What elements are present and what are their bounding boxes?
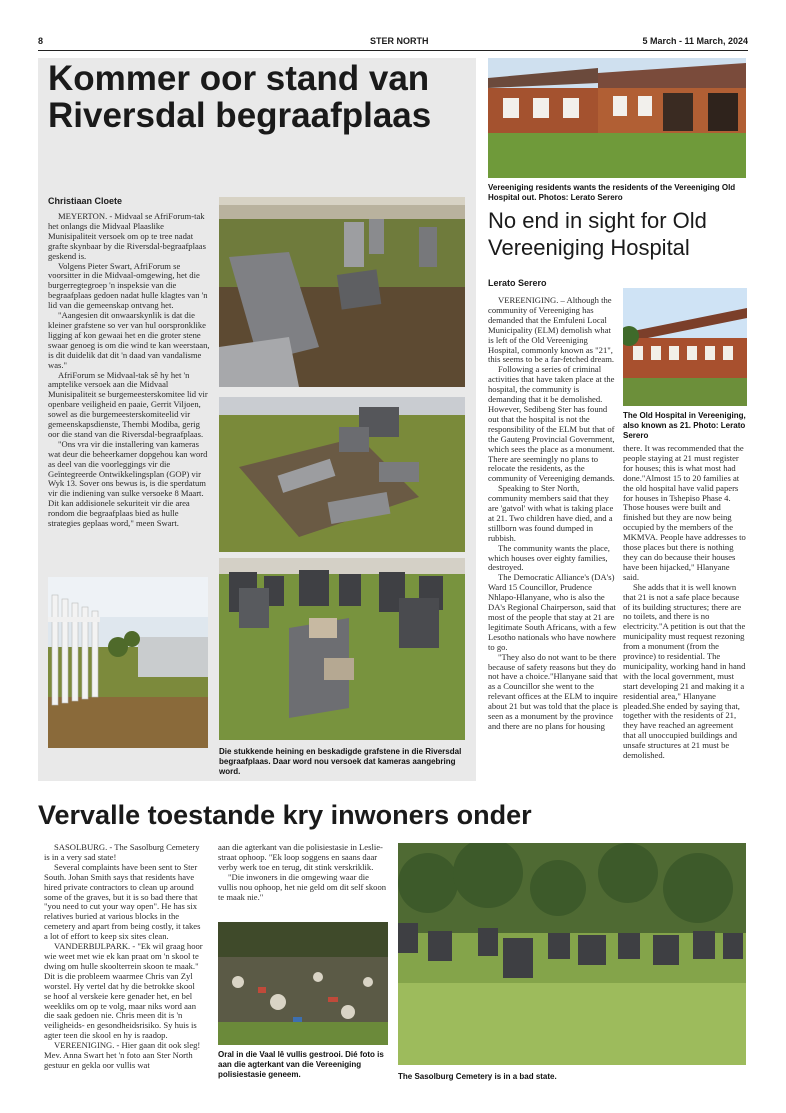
sasolburg-paragraph: "Die inwoners in die omgewing waar die vullis nou ophoop, het nie geld om dit self skoon te maak nie." [218,871,387,902]
sasolburg-paragraph: VEREENIGING. - Hier gaan dit ook sleg! Mev. Anna Swart het 'n foto aan Ster North gestuur en gekla oor vullis wat [44,1040,201,1070]
hospital-paragraph: there. It was recommended that the people staying at 21 must register for houses; this is what most had done."Almost 15 to 20 families at the old hospital have valid papers for houses in Tshepiso Phase 4. Those houses were built and finished but they are now being occupied by the members of the MKMVA. People have addresses to those places but there is nothing they can do because their houses have been hijacked," Hlanyane said. [623,444,746,582]
hospital-paragraph: VEREENIGING. – Although the community of Vereeniging has demanded that the Emfuleni Local Municipality (ELM) demolish what is left of the Old Vereeniging Hospital, commonly known as "21", this seems to be a far-fetched dream. [488,296,615,365]
riversdal-headline: Kommer oor stand van Riversdal begraafplaas [48,59,432,135]
riversdal-paragraph: Volgens Pieter Swart, AfriForum se voorsitter in die Midvaal-omgewing, het die burgerregtegroep 'n inspeksie van die begraafplaas gedoen nadat hulle klagtes van 'n lid van die gemeenskap ontvang het. [48,260,208,311]
hospital-photo-main [488,58,746,178]
riversdal-paragraph: "Aangesien dit onwaarskynlik is dat die kleiner grafstene so ver van hul oorspronklike ligging af kon gewaai het en die groter stene swaar genoeg is om die wind te kan weerstaan, is dit duidelik dat dit 'n daad van vandalisme was." [48,310,210,370]
hospital-paragraph: Speaking to Ster North, community members said that they are 'gatvol' with what is taking place at 21. Two children have died, and a stillborn was found dumped in rubbish. [488,483,614,543]
header-rule [38,50,748,51]
publication-name: STER NORTH [370,36,429,46]
sasolburg-body-col2 [218,843,390,915]
sasolburg-paragraph: VANDERBIJLPARK. - "Ek wil graag hoor wie weet met wie ek kan praat om 'n skool te dwing om hulle skoolterrein skoon te maak." Dit is die probleem waarmee Chris van Zyl worstel. Hy vertel dat hy die betrokke skool se hoof al verskeie kere genader het, en bel weekliks om op te volg, maar niks word aan die saak gedoen nie. Chris meen dit is 'n veiligheids- en gesondheidsrisiko. Sy huis is agter teen die skool en hy is raadop. [44,941,203,1041]
sasolburg-paragraph: Several complaints have been sent to Ster South. Johan Smith says that residents have hired private contractors to clean up around some of the graves, but it is so bad there that "you need to cut your way open". He has six relatives buried at various blocks in the cemetery and apart from being costly, it takes a lot of effort to keep six sites clean. [44,861,201,942]
rubbish-caption: Oral in die Vaal lê vullis gestrooi. Dié foto is aan die agterkant van die Vereeniging polisiestasie geneem. [218,1050,384,1079]
hospital-inset-caption: The Old Hospital in Vereeniging, also known as 21. Photo: Lerato Serero [623,411,746,440]
hospital-top-caption: Vereeniging residents wants the residents of the Vereeniging Old Hospital out. Photos: Lerato Serero [488,183,736,202]
riversdal-body [48,212,212,577]
hospital-paragraph: "They also do not want to be there because of safety reasons but they do not have a choice."Hlanyane said that as a Councillor she went to the relevant offices at the ELM to inquire about 21 but was told that the place is seen as a monument by the province and there are no plans for housing [488,651,618,731]
sasolburg-headline: Vervalle toestande kry inwoners onder [38,800,532,830]
sasolburg-body-col1 [44,843,204,1083]
hospital-paragraph: The community wants the place, which houses over eighty families, destroyed. [488,542,610,573]
sasolburg-paragraph: aan die agterkant van die polisiestasie in Lesliestraat ophoop. "Ek loop soggens en saans daar verby werk toe en terug, dit stink verskriklik. [218,843,383,872]
riversdal-paragraph: AfriForum se Midvaal-tak sê hy het 'n amptelike versoek aan die Midvaal Munisipaliteit se burgemeesterskomitee lid vir openbare veiligheid en paaie, Gerrit Viljoen, sowel as die burgemeesterskomiteelid vir gemeenskapsdienste, Thembi Modiba, gerig oor die stand van die Riversdal-begraafplaas. [48,369,208,439]
hospital-photo-inset [623,288,747,406]
page-number: 8 [38,36,44,46]
hospital-paragraph: She adds that it is well known that 21 is not a safe place because of its building structures; there are no toilets, and there is no electricity."A petition is out that the municipality must request rezoning from a monument (from the province) to residential. The municipality, working hand in hand with the local government, must start developing 21 and making it a residential area," Hlanyane pleaded.She ended by saying that, together with the residents of 21, they have reached an agreement that all unoccupied buildings and unsafe structures at 21 must be demolished. [623,581,746,761]
rubbish-photo [218,922,388,1045]
sasolburg-paragraph: SASOLBURG. - The Sasolburg Cemetery is in a very sad state! [44,843,200,862]
riversdal-caption: Die stukkende heining en beskadigde grafstene in die Riversdal begraafplaas. Daar word nou versoek dat kameras aangebring word. [219,747,462,776]
issue-date: 5 March - 11 March, 2024 [642,36,748,46]
hospital-body-col1 [488,296,618,792]
hospital-paragraph: Following a series of criminal activities that have taken place at the hospital, the community is demanding that it be demolished. However, Sedibeng Ster has found out that the hospital is not the responsibility of the ELM but that of the Gauteng Provincial Government, which sees the place as a monument. There are seemingly no plans to relocate the residents, as the community of Vereeniging demands. [488,364,615,484]
fence-photo [48,577,208,748]
riversdal-byline: Christiaan Cloete [48,196,123,206]
gravestones-photo-3 [219,558,465,740]
hospital-byline: Lerato Serero [488,278,547,288]
hospital-body-col2 [623,444,747,792]
riversdal-paragraph: MEYERTON. - Midvaal se AfriForum-tak het onlangs die Midvaal Plaaslike Munisipaliteit versoek om op te tree nadat grafte skynbaar by die Riversdal-begraafplaas geskend is. [48,212,206,261]
sasolburg-cemetery-photo [398,843,746,1065]
gravestones-photo-2 [219,397,465,552]
cemetery-caption: The Sasolburg Cemetery is in a bad state. [398,1072,557,1081]
gravestones-photo-1 [219,197,465,387]
riversdal-paragraph: "Ons vra vir die installering van kameras wat deur die beheerkamer dopgehou kan word as deel van die voorleggings vir die Geïntegreerde Ontwikkelingsplan (GOP) vir Wyk 13. Sover ons bewus is, is die sperdatum vir die indiening van sulke versoeke 8 Maart. Dit kan addisionele sekuriteit vir die area rondom die begraafplaas bied as hulle strategies geplaas word," meen Swart. [48,438,208,529]
hospital-headline: No end in sight for Old Vereeniging Hospital [488,208,707,260]
hospital-paragraph: The Democratic Alliance's (DA's) Ward 15 Councillor, Prudence Nhlapo-Hlanyane, who is also the DA's Regional Chairperson, said that most of the people that stay at 21 are legitimate South Africans, with a few Lesotho nationals who have nowhere to go. [488,572,617,652]
